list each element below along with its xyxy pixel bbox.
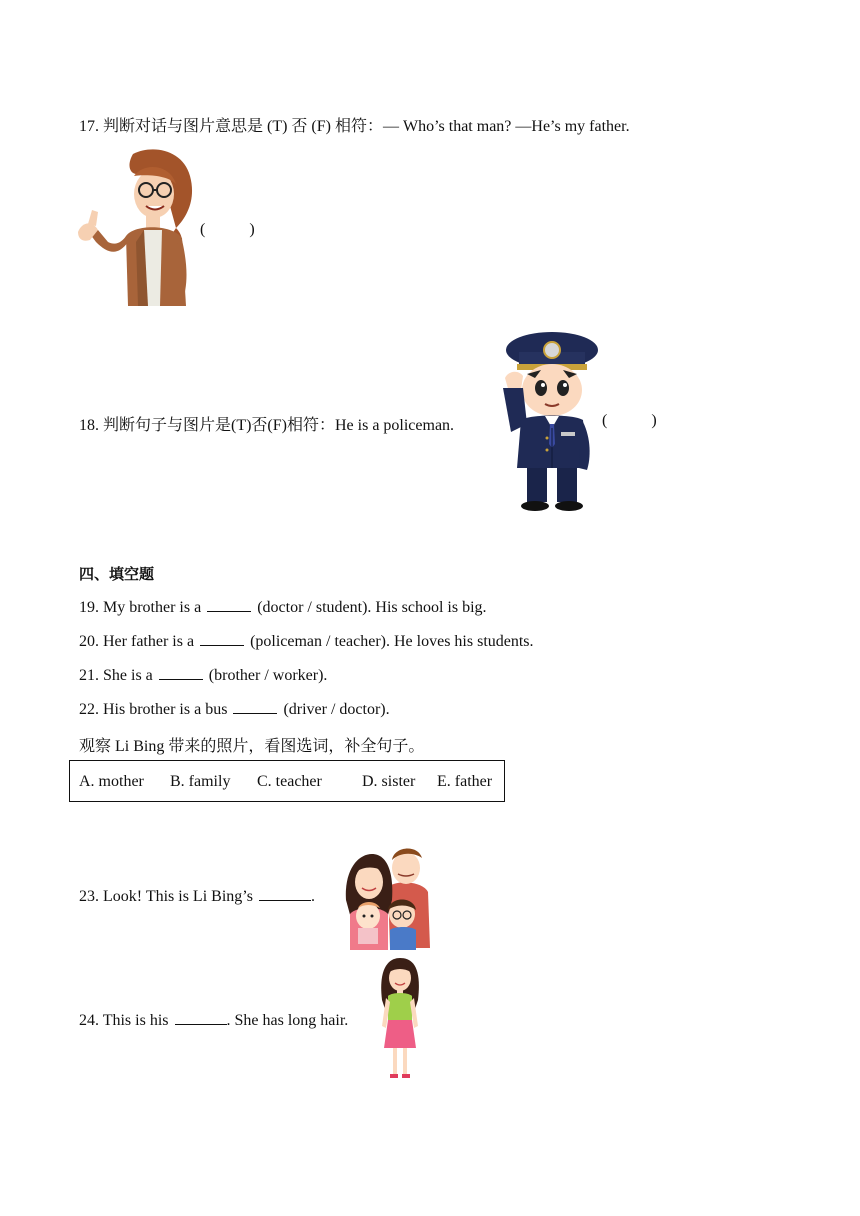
instruction-text: 观察 Li Bing 带来的照片，看图选词，补全句子。: [79, 738, 425, 755]
question-23: [79, 886, 315, 906]
option-c: C. teacher: [257, 773, 322, 790]
question-17-text: 17. 判断对话与图片意思是 (T) 否 (F) 相符：— Who’s that man? —He’s my father.: [79, 118, 630, 135]
question-22-before: 22. His brother is a bus: [79, 701, 228, 718]
question-20-after: (policeman / teacher). He loves his students.: [250, 633, 534, 650]
question-24: [79, 1010, 348, 1030]
policeman-saluting-illustration: [497, 328, 603, 512]
option-a: A. mother: [79, 773, 144, 790]
question-19-after: (doctor / student). His school is big.: [257, 599, 487, 616]
question-18-text: 18. 判断句子与图片是(T)否(F)相符：He is a policeman.: [79, 417, 455, 434]
answer-paren-17[interactable]: [200, 221, 255, 239]
question-19: [79, 597, 487, 617]
answer-blank-19[interactable]: [207, 597, 251, 612]
paren-open: (: [602, 412, 608, 429]
question-24-after: . She has long hair.: [226, 1012, 349, 1029]
question-22-after: (driver / doctor).: [283, 701, 390, 718]
answer-paren-18[interactable]: [602, 412, 657, 430]
question-23-after: .: [310, 888, 315, 905]
girl-long-hair-illustration: [376, 956, 424, 1080]
question-21-after: (brother / worker).: [208, 667, 328, 684]
question-21-before: 21. She is a: [79, 667, 153, 684]
question-20-before: 20. Her father is a: [79, 633, 195, 650]
paren-open: (: [200, 221, 206, 238]
question-22: [79, 699, 390, 719]
option-d: D. sister: [362, 773, 416, 790]
question-23-before: 23. Look! This is Li Bing’s: [79, 888, 253, 905]
section-heading: 四、填空题: [79, 565, 155, 583]
option-e: E. father: [437, 773, 493, 790]
answer-blank-22[interactable]: [233, 699, 277, 714]
word-options-box: [69, 760, 505, 802]
answer-blank-21[interactable]: [159, 665, 203, 680]
option-b: B. family: [170, 773, 231, 790]
question-24-before: 24. This is his: [79, 1012, 169, 1029]
answer-blank-23[interactable]: [259, 886, 311, 901]
family-illustration: [342, 840, 434, 952]
question-20: [79, 631, 534, 651]
paren-close: ): [651, 412, 657, 429]
answer-blank-24[interactable]: [175, 1010, 227, 1025]
answer-blank-20[interactable]: [200, 631, 244, 646]
paren-close: ): [249, 221, 255, 238]
woman-teacher-illustration: [78, 146, 200, 310]
question-19-before: 19. My brother is a: [79, 599, 202, 616]
question-21: [79, 665, 327, 685]
